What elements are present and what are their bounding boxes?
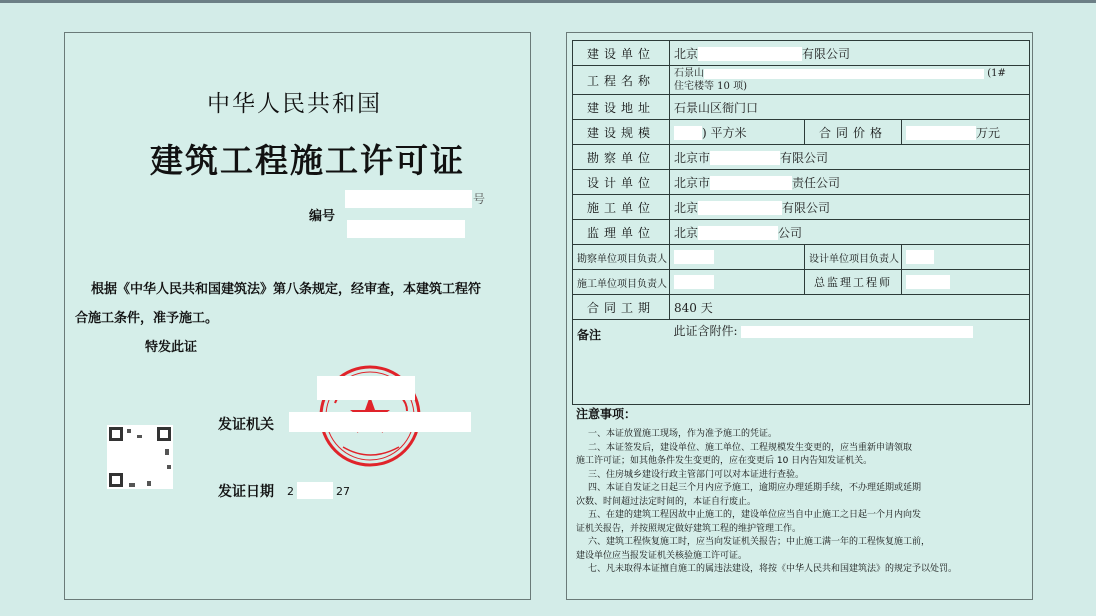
label-supervision-unit: 监理单位 — [573, 220, 670, 245]
notice-item-line — [576, 482, 1026, 496]
value-end: 责任公司 — [792, 175, 841, 190]
notice-item-text: 次数、时间超过法定时间的，本证自行废止。 — [576, 496, 757, 507]
redacted — [674, 126, 702, 140]
value-end: 有限公司 — [780, 150, 829, 165]
special-issue-text: 特发此证 — [145, 340, 198, 355]
notice-item-line — [576, 428, 1026, 442]
value-address: 石景山区衙门口 — [670, 95, 1030, 120]
redacted — [906, 126, 976, 140]
value-end: 万元 — [976, 125, 1001, 140]
notice-item-number: 三、 — [587, 469, 606, 480]
notice-item-text: 建设单位应当报发证机关核验施工许可证。 — [576, 550, 748, 561]
notice-section — [576, 405, 1026, 577]
notice-item-text: 施工许可证；如其他条件发生变更的，应在变更后 10 日内告知发证机关。 — [576, 456, 873, 466]
notice-item-line — [576, 523, 1026, 537]
value-start: 北京市 — [674, 175, 711, 190]
permit-detail-page — [566, 32, 1033, 600]
value-start: 北京 — [674, 225, 699, 240]
label-construction-leader: 施工单位项目负责人 — [573, 270, 670, 295]
label-design-leader: 设计单位项目负责人 — [805, 245, 902, 270]
notice-item-text: 本证自发证之日起三个月内应予施工，逾期应办理延期手续，不办理延期或延期 — [606, 483, 922, 493]
top-bar — [0, 0, 1096, 3]
label-contract-period: 合同工期 — [573, 295, 670, 320]
redacted — [741, 326, 973, 338]
redacted — [710, 176, 792, 190]
date-end: 27 — [336, 485, 350, 498]
redacted-number-2 — [347, 220, 465, 238]
statement-line-2: 合施工条件，准予施工。 — [75, 311, 219, 326]
label-remarks: 备注 — [573, 320, 670, 405]
table-row — [573, 170, 1030, 195]
notice-item-number: 四、 — [587, 483, 606, 493]
notice-item-line — [576, 550, 1026, 564]
statement-line-1: 根据《中华人民共和国建筑法》第八条规定，经审查，本建筑工程符 — [91, 282, 482, 297]
redacted — [710, 151, 780, 165]
project-info-table — [572, 40, 1030, 405]
notice-title: 注意事项： — [576, 407, 637, 421]
notice-item-text: 本证放置施工现场，作为准予施工的凭证。 — [606, 429, 778, 439]
redacted — [674, 250, 714, 264]
value-end: (1# — [987, 68, 1006, 79]
value-start: 北京 — [674, 46, 699, 61]
date-label: 发证日期 — [218, 484, 274, 500]
value-contract-period: 840 天 — [670, 295, 1030, 320]
notice-item-number: 二、 — [587, 442, 606, 453]
permit-title: 建筑工程施工许可证 — [150, 141, 465, 180]
label-address: 建设地址 — [573, 95, 670, 120]
label-project-name: 工程名称 — [573, 66, 670, 95]
notice-item-line — [576, 496, 1026, 510]
redacted — [698, 47, 802, 61]
permit-front-page — [64, 32, 531, 600]
redacted-number — [345, 190, 472, 208]
notice-item-text: 凡未取得本证擅自施工的属违法建设，将按《中华人民共和国建筑法》的规定予以处罚。 — [606, 564, 958, 574]
label-construction-company: 施工单位 — [573, 195, 670, 220]
notice-item-text: 证机关报告，并按照规定做好建筑工程的维护管理工作。 — [576, 523, 802, 534]
value-end: ) 平方米 — [702, 125, 747, 140]
notice-item-line — [576, 536, 1026, 550]
redacted — [906, 275, 950, 289]
notice-item-text: 住房城乡建设行政主管部门可以对本证进行查验。 — [606, 469, 805, 480]
notice-item-line — [576, 563, 1026, 577]
notice-item-number: 一、 — [587, 429, 606, 439]
label-survey-unit: 勘察单位 — [573, 145, 670, 170]
table-row — [573, 145, 1030, 170]
redacted — [704, 69, 984, 79]
number-suffix: 号 — [473, 192, 486, 206]
issuer-label: 发证机关 — [218, 417, 274, 433]
notice-item-line — [576, 455, 1026, 469]
redacted-date — [297, 482, 333, 499]
table-row — [573, 295, 1030, 320]
redacted — [906, 250, 934, 264]
redacted — [674, 275, 714, 289]
table-row — [573, 95, 1030, 120]
notice-item-line — [576, 442, 1026, 456]
value-start: 石景山 — [674, 68, 704, 79]
notice-item-text: 在建的建筑工程因故中止施工的，建设单位应当自中止施工之日起一个月内向发 — [606, 510, 922, 520]
value-remarks: 此证含附件: — [673, 324, 738, 338]
value-start: 北京 — [674, 200, 699, 215]
table-row — [573, 320, 1030, 405]
table-row — [573, 41, 1030, 66]
notice-item-number: 六、 — [587, 537, 606, 547]
notice-item-text: 建筑工程恢复施工时，应当向发证机关报告；中止施工满一年的工程恢复施工前， — [606, 537, 931, 547]
qr-code-icon — [107, 425, 173, 489]
label-construction-unit: 建设单位 — [573, 41, 670, 66]
label-contract-price: 合同价格 — [805, 120, 902, 145]
date-start: 2 — [287, 485, 294, 498]
value-line-2: 住宅楼等 10 项) — [674, 81, 747, 92]
notice-item-text: 本证签发后，建设单位、施工单位、工程规模发生变更的，应当重新申请领取 — [606, 442, 913, 453]
label-design-unit: 设计单位 — [573, 170, 670, 195]
value-end: 公司 — [778, 225, 803, 240]
redacted-issuer — [289, 412, 471, 432]
notice-item-number: 五、 — [587, 510, 606, 520]
table-row — [573, 120, 1030, 145]
number-label: 编号 — [309, 209, 336, 224]
notice-item-line — [576, 509, 1026, 523]
label-scale: 建设规模 — [573, 120, 670, 145]
notice-item-number: 七、 — [587, 564, 606, 574]
value-end: 有限公司 — [782, 200, 831, 215]
value-start: 北京市 — [674, 150, 711, 165]
table-row — [573, 270, 1030, 295]
redacted-seal-text — [317, 376, 415, 400]
table-row — [573, 245, 1030, 270]
table-row — [573, 195, 1030, 220]
notice-item-line — [576, 469, 1026, 483]
redacted — [698, 201, 782, 215]
country-name: 中华人民共和国 — [207, 91, 382, 117]
value-end: 有限公司 — [802, 46, 851, 61]
table-row — [573, 66, 1030, 95]
label-chief-engineer: 总监理工程师 — [805, 270, 902, 295]
redacted — [698, 226, 778, 240]
table-row — [573, 220, 1030, 245]
label-survey-leader: 勘察单位项目负责人 — [573, 245, 670, 270]
